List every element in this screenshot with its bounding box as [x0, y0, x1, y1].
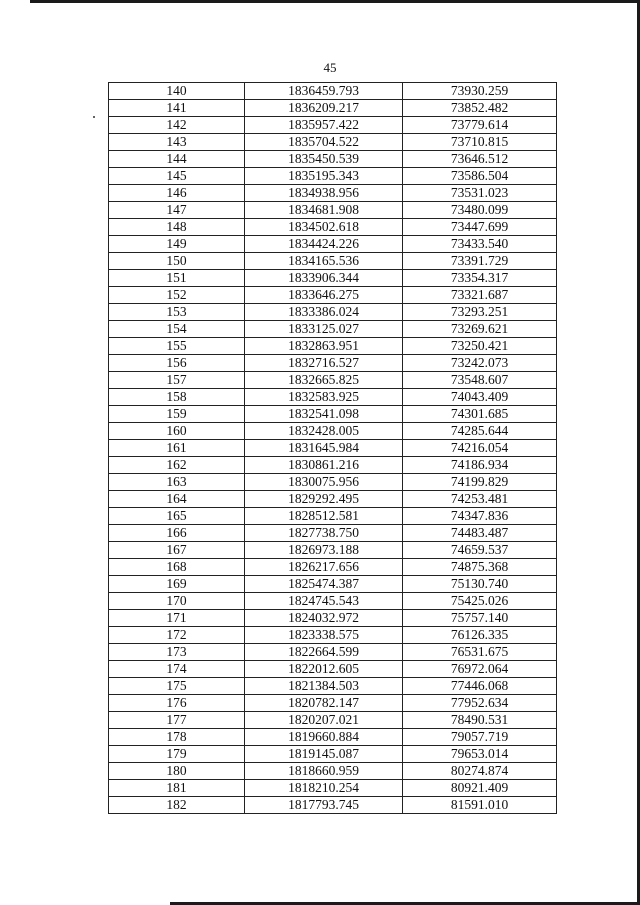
y-coordinate-cell: 73480.099	[403, 202, 557, 219]
point-number-cell: 178	[109, 729, 245, 746]
table-row	[109, 117, 557, 134]
point-number-cell: 158	[109, 389, 245, 406]
table-row	[109, 797, 557, 814]
table-row	[109, 202, 557, 219]
x-coordinate-cell: 1833906.344	[245, 270, 403, 287]
point-number-cell: 179	[109, 746, 245, 763]
table-row	[109, 338, 557, 355]
x-coordinate-cell: 1832583.925	[245, 389, 403, 406]
point-number-cell: 143	[109, 134, 245, 151]
point-number-cell: 150	[109, 253, 245, 270]
point-number-cell: 175	[109, 678, 245, 695]
y-coordinate-cell: 73321.687	[403, 287, 557, 304]
y-coordinate-cell: 74347.836	[403, 508, 557, 525]
x-coordinate-cell: 1832428.005	[245, 423, 403, 440]
y-coordinate-cell: 74216.054	[403, 440, 557, 457]
point-number-cell: 174	[109, 661, 245, 678]
x-coordinate-cell: 1820782.147	[245, 695, 403, 712]
y-coordinate-cell: 80274.874	[403, 763, 557, 780]
x-coordinate-cell: 1835704.522	[245, 134, 403, 151]
x-coordinate-cell: 1832716.527	[245, 355, 403, 372]
x-coordinate-cell: 1832541.098	[245, 406, 403, 423]
point-number-cell: 160	[109, 423, 245, 440]
point-number-cell: 156	[109, 355, 245, 372]
x-coordinate-cell: 1834165.536	[245, 253, 403, 270]
point-number-cell: 171	[109, 610, 245, 627]
point-number-cell: 176	[109, 695, 245, 712]
table-row	[109, 389, 557, 406]
coordinates-table	[108, 82, 557, 814]
y-coordinate-cell: 80921.409	[403, 780, 557, 797]
x-coordinate-cell: 1824745.543	[245, 593, 403, 610]
y-coordinate-cell: 74043.409	[403, 389, 557, 406]
x-coordinate-cell: 1828512.581	[245, 508, 403, 525]
y-coordinate-cell: 76126.335	[403, 627, 557, 644]
y-coordinate-cell: 78490.531	[403, 712, 557, 729]
point-number-cell: 164	[109, 491, 245, 508]
y-coordinate-cell: 76531.675	[403, 644, 557, 661]
x-coordinate-cell: 1830861.216	[245, 457, 403, 474]
y-coordinate-cell: 76972.064	[403, 661, 557, 678]
table-row	[109, 491, 557, 508]
x-coordinate-cell: 1834424.226	[245, 236, 403, 253]
table-row	[109, 542, 557, 559]
table-row	[109, 151, 557, 168]
point-number-cell: 140	[109, 83, 245, 100]
scan-border-top	[30, 0, 640, 3]
scan-speck	[93, 116, 95, 118]
y-coordinate-cell: 81591.010	[403, 797, 557, 814]
point-number-cell: 177	[109, 712, 245, 729]
x-coordinate-cell: 1823338.575	[245, 627, 403, 644]
point-number-cell: 141	[109, 100, 245, 117]
table-row	[109, 406, 557, 423]
x-coordinate-cell: 1835957.422	[245, 117, 403, 134]
point-number-cell: 142	[109, 117, 245, 134]
table-row	[109, 678, 557, 695]
point-number-cell: 181	[109, 780, 245, 797]
x-coordinate-cell: 1818210.254	[245, 780, 403, 797]
y-coordinate-cell: 74199.829	[403, 474, 557, 491]
table-row	[109, 100, 557, 117]
table-row	[109, 644, 557, 661]
point-number-cell: 151	[109, 270, 245, 287]
point-number-cell: 168	[109, 559, 245, 576]
table-row	[109, 729, 557, 746]
y-coordinate-cell: 74659.537	[403, 542, 557, 559]
point-number-cell: 152	[109, 287, 245, 304]
table-row	[109, 304, 557, 321]
x-coordinate-cell: 1822012.605	[245, 661, 403, 678]
y-coordinate-cell: 73433.540	[403, 236, 557, 253]
y-coordinate-cell: 74483.487	[403, 525, 557, 542]
table-row	[109, 83, 557, 100]
table-row	[109, 321, 557, 338]
point-number-cell: 155	[109, 338, 245, 355]
y-coordinate-cell: 73391.729	[403, 253, 557, 270]
point-number-cell: 169	[109, 576, 245, 593]
y-coordinate-cell: 73852.482	[403, 100, 557, 117]
x-coordinate-cell: 1835450.539	[245, 151, 403, 168]
point-number-cell: 144	[109, 151, 245, 168]
x-coordinate-cell: 1822664.599	[245, 644, 403, 661]
x-coordinate-cell: 1833646.275	[245, 287, 403, 304]
y-coordinate-cell: 79057.719	[403, 729, 557, 746]
table-row	[109, 423, 557, 440]
table-row	[109, 270, 557, 287]
point-number-cell: 149	[109, 236, 245, 253]
x-coordinate-cell: 1831645.984	[245, 440, 403, 457]
point-number-cell: 154	[109, 321, 245, 338]
x-coordinate-cell: 1821384.503	[245, 678, 403, 695]
y-coordinate-cell: 74186.934	[403, 457, 557, 474]
x-coordinate-cell: 1820207.021	[245, 712, 403, 729]
point-number-cell: 167	[109, 542, 245, 559]
page-number: 45	[323, 60, 337, 75]
x-coordinate-cell: 1830075.956	[245, 474, 403, 491]
x-coordinate-cell: 1833125.027	[245, 321, 403, 338]
point-number-cell: 180	[109, 763, 245, 780]
table-row	[109, 695, 557, 712]
table-row	[109, 661, 557, 678]
y-coordinate-cell: 73531.023	[403, 185, 557, 202]
x-coordinate-cell: 1834681.908	[245, 202, 403, 219]
y-coordinate-cell: 73447.699	[403, 219, 557, 236]
x-coordinate-cell: 1836459.793	[245, 83, 403, 100]
table-row	[109, 610, 557, 627]
point-number-cell: 157	[109, 372, 245, 389]
table-row	[109, 593, 557, 610]
y-coordinate-cell: 73354.317	[403, 270, 557, 287]
point-number-cell: 147	[109, 202, 245, 219]
y-coordinate-cell: 77952.634	[403, 695, 557, 712]
table-row	[109, 457, 557, 474]
table-row	[109, 287, 557, 304]
table-row	[109, 168, 557, 185]
table-row	[109, 576, 557, 593]
x-coordinate-cell: 1819145.087	[245, 746, 403, 763]
table-row	[109, 134, 557, 151]
point-number-cell: 148	[109, 219, 245, 236]
x-coordinate-cell: 1817793.745	[245, 797, 403, 814]
x-coordinate-cell: 1826973.188	[245, 542, 403, 559]
x-coordinate-cell: 1836209.217	[245, 100, 403, 117]
x-coordinate-cell: 1829292.495	[245, 491, 403, 508]
x-coordinate-cell: 1832863.951	[245, 338, 403, 355]
point-number-cell: 170	[109, 593, 245, 610]
y-coordinate-cell: 75425.026	[403, 593, 557, 610]
table-row	[109, 355, 557, 372]
x-coordinate-cell: 1818660.959	[245, 763, 403, 780]
x-coordinate-cell: 1824032.972	[245, 610, 403, 627]
table-row	[109, 185, 557, 202]
point-number-cell: 162	[109, 457, 245, 474]
x-coordinate-cell: 1825474.387	[245, 576, 403, 593]
table-row	[109, 627, 557, 644]
point-number-cell: 166	[109, 525, 245, 542]
y-coordinate-cell: 77446.068	[403, 678, 557, 695]
y-coordinate-cell: 73242.073	[403, 355, 557, 372]
point-number-cell: 172	[109, 627, 245, 644]
x-coordinate-cell: 1834502.618	[245, 219, 403, 236]
point-number-cell: 153	[109, 304, 245, 321]
table-row	[109, 508, 557, 525]
y-coordinate-cell: 73269.621	[403, 321, 557, 338]
x-coordinate-cell: 1819660.884	[245, 729, 403, 746]
x-coordinate-cell: 1827738.750	[245, 525, 403, 542]
y-coordinate-cell: 73250.421	[403, 338, 557, 355]
table-row	[109, 712, 557, 729]
table-row	[109, 236, 557, 253]
table-row	[109, 525, 557, 542]
point-number-cell: 182	[109, 797, 245, 814]
y-coordinate-cell: 73710.815	[403, 134, 557, 151]
y-coordinate-cell: 73779.614	[403, 117, 557, 134]
y-coordinate-cell: 73586.504	[403, 168, 557, 185]
y-coordinate-cell: 74875.368	[403, 559, 557, 576]
table-row	[109, 440, 557, 457]
table-row	[109, 253, 557, 270]
table-row	[109, 746, 557, 763]
point-number-cell: 146	[109, 185, 245, 202]
y-coordinate-cell: 73548.607	[403, 372, 557, 389]
y-coordinate-cell: 73646.512	[403, 151, 557, 168]
y-coordinate-cell: 73293.251	[403, 304, 557, 321]
point-number-cell: 161	[109, 440, 245, 457]
y-coordinate-cell: 74301.685	[403, 406, 557, 423]
x-coordinate-cell: 1832665.825	[245, 372, 403, 389]
point-number-cell: 159	[109, 406, 245, 423]
table-row	[109, 372, 557, 389]
table-row	[109, 763, 557, 780]
table-row	[109, 474, 557, 491]
y-coordinate-cell: 75757.140	[403, 610, 557, 627]
point-number-cell: 145	[109, 168, 245, 185]
point-number-cell: 173	[109, 644, 245, 661]
x-coordinate-cell: 1833386.024	[245, 304, 403, 321]
y-coordinate-cell: 79653.014	[403, 746, 557, 763]
y-coordinate-cell: 74253.481	[403, 491, 557, 508]
table-body	[109, 83, 557, 814]
point-number-cell: 165	[109, 508, 245, 525]
x-coordinate-cell: 1834938.956	[245, 185, 403, 202]
point-number-cell: 163	[109, 474, 245, 491]
x-coordinate-cell: 1826217.656	[245, 559, 403, 576]
table-row	[109, 219, 557, 236]
y-coordinate-cell: 75130.740	[403, 576, 557, 593]
y-coordinate-cell: 73930.259	[403, 83, 557, 100]
table-row	[109, 780, 557, 797]
x-coordinate-cell: 1835195.343	[245, 168, 403, 185]
y-coordinate-cell: 74285.644	[403, 423, 557, 440]
table-row	[109, 559, 557, 576]
